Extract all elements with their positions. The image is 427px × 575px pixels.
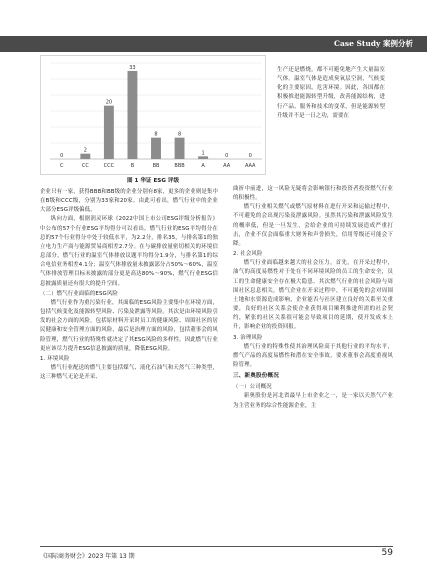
x-tick-label: CCC	[103, 163, 115, 169]
x-tick-label: A	[201, 163, 205, 169]
data-label: 20	[105, 99, 113, 106]
data-label: 33	[129, 65, 136, 71]
page-number: 59	[381, 548, 393, 558]
data-label: 0	[60, 153, 64, 159]
right-top-column	[277, 66, 385, 121]
bar	[80, 154, 90, 159]
figure-caption: 图 1 华证 ESG 评级	[126, 178, 180, 184]
x-tick-label: B	[130, 163, 135, 169]
esg-rating-chart	[40, 55, 266, 175]
left-column	[40, 188, 218, 382]
paragraph: 生产还是燃烧，都不可避免地产生大量温室气体。温室气体是造成臭氧层空洞，气候变化的主要原因，危害环境。因此，各国都在积极推进能源转型升级，改善能源结构，进行产品、服务和技术的变革，但是能源转型升级并不是一日之功，需要在	[277, 67, 385, 119]
x-tick-label: C	[60, 163, 64, 169]
bar	[104, 106, 114, 159]
footer-rule	[40, 546, 393, 547]
data-label: 8	[177, 131, 182, 138]
x-tick-label: BB	[152, 163, 160, 169]
x-tick-label: CC	[81, 163, 89, 169]
data-label: 8	[154, 131, 158, 138]
data-label: 1	[201, 150, 205, 157]
paragraph: 纵向方面，根据润灵环球《2022中国上市公司ESG评级分析报告》中公布的57个行业ESG平均得分可以看出，燃气行业的ESG平均得分在总的57个行业得分中处于较低水平，为2.2分，排名35，与排名第1的独立电力生产商与能源贸易商相差2.7分。在与碳排放量密切相关的环境信息部分，燃气行业的温室气体排放议题平均得分1.9分，与排名第1的综合电信业务相差4.1分；温室气体排放量未披露部分占50%～60%，温室气体排放管理目标未披露的部分更是高达80%～90%，燃气行业ESG信息披露质量还有很大的提升空间。	[40, 216, 218, 287]
subheading: 3. 治理风险	[233, 334, 263, 341]
subheading: （二）燃气行业面临的ESG风险	[40, 290, 118, 297]
paragraph: 燃气行业面临越来越大的社会压力。首先，在开采过程中，油气的高度易燃性对于处在不同环境风险的员工的生命安全，员工的生命健康安全存在极大隐患。其次燃气行业的社会风险与周围社区息息相关，燃气企业在开采过程中，不可避免的会对周围土地和水资源造成影响，企业能否与社区建立良好的关系至关重要，良好的社区关系会使企业获得项目顺利推进所需的社会契约，紧张的社区关系很可能会导致项目的延期，使开发成本上升，影响企业的投资回报。	[233, 260, 393, 331]
data-label: 0	[248, 153, 252, 159]
section-title: Case Study 案例分析	[334, 39, 413, 48]
header-bar	[0, 36, 427, 52]
paragraph: 燃气行业的特殊性使其治理风险高于其他行业的平均水平，燃气产品的高度易燃性和潜在安全事故，要求董事会高度重视风险管理。	[233, 343, 393, 368]
paragraph: 燃气行业相关燃气或燃气原材料在进行开采和运输过程中，不可避免的会出现污染及泄露风险。虽然其污染和泄露风险发生的概率低，但是一旦发生，会给企业的可持续发展造成严重打击，企业不仅会面临重大财务和声誉损失，信用等级还可能会下降。	[233, 204, 393, 247]
paragraph: 企业只有一家，获得BBB和BB级的企业分别有8家，更多的企业则是集中在B级和CCC级，分别为33家和20家。由此可看出，燃气行业中的企业大部分ESG评级偏低。	[40, 189, 218, 214]
paragraph: 新奥股份是河北省最早上市企业之一，是一家以天然气产业为主营业务的综合性能源企业，主	[233, 393, 393, 409]
journal-issue: 《国际商务财会》2023 年第 13 期	[40, 553, 135, 560]
bar	[175, 138, 185, 159]
chart-svg	[40, 55, 266, 175]
subheading: （一）公司概况	[233, 384, 272, 391]
subheading: 1. 环境风险	[40, 355, 70, 362]
bar	[127, 71, 137, 159]
x-tick-label: BBB	[174, 163, 185, 169]
bar	[198, 156, 208, 159]
subheading: 2. 社会风险	[233, 251, 263, 258]
x-tick-label: AAA	[244, 163, 256, 169]
paragraph: 燃气行业配送的燃气主要包括煤气、液化石油气和天然气三种类型，这三种燃气无论是开采、	[40, 364, 218, 381]
paragraph: 燃气行业作为重污染行业，其面临的ESG风险主要集中在环境方面，包括气候变化及能源转型风险、污染及泄露等风险。其次是由环境风险引发的社会方面的风险，包括原材料开采时员工的健康风险、周围社区的居民健康和安全管理方面的风险，最后是治理方面的风险，包括董事会的风险管理，燃气行业的特殊性就决定了其ESG风险的多样性，因此燃气行业更应该尽力提升ESG信息披露的质量，降低ESG风险。	[40, 299, 218, 352]
section-heading: 三、新奥股份概况	[233, 373, 279, 380]
bar	[151, 138, 161, 159]
data-label: 0	[225, 153, 229, 159]
data-label: 2	[83, 147, 87, 154]
right-column	[233, 185, 393, 411]
x-tick-label: AA	[223, 163, 231, 169]
paragraph: 曲折中前进，这一风险无疑将会影响银行和投资者投资燃气行业的积极性。	[233, 186, 393, 202]
